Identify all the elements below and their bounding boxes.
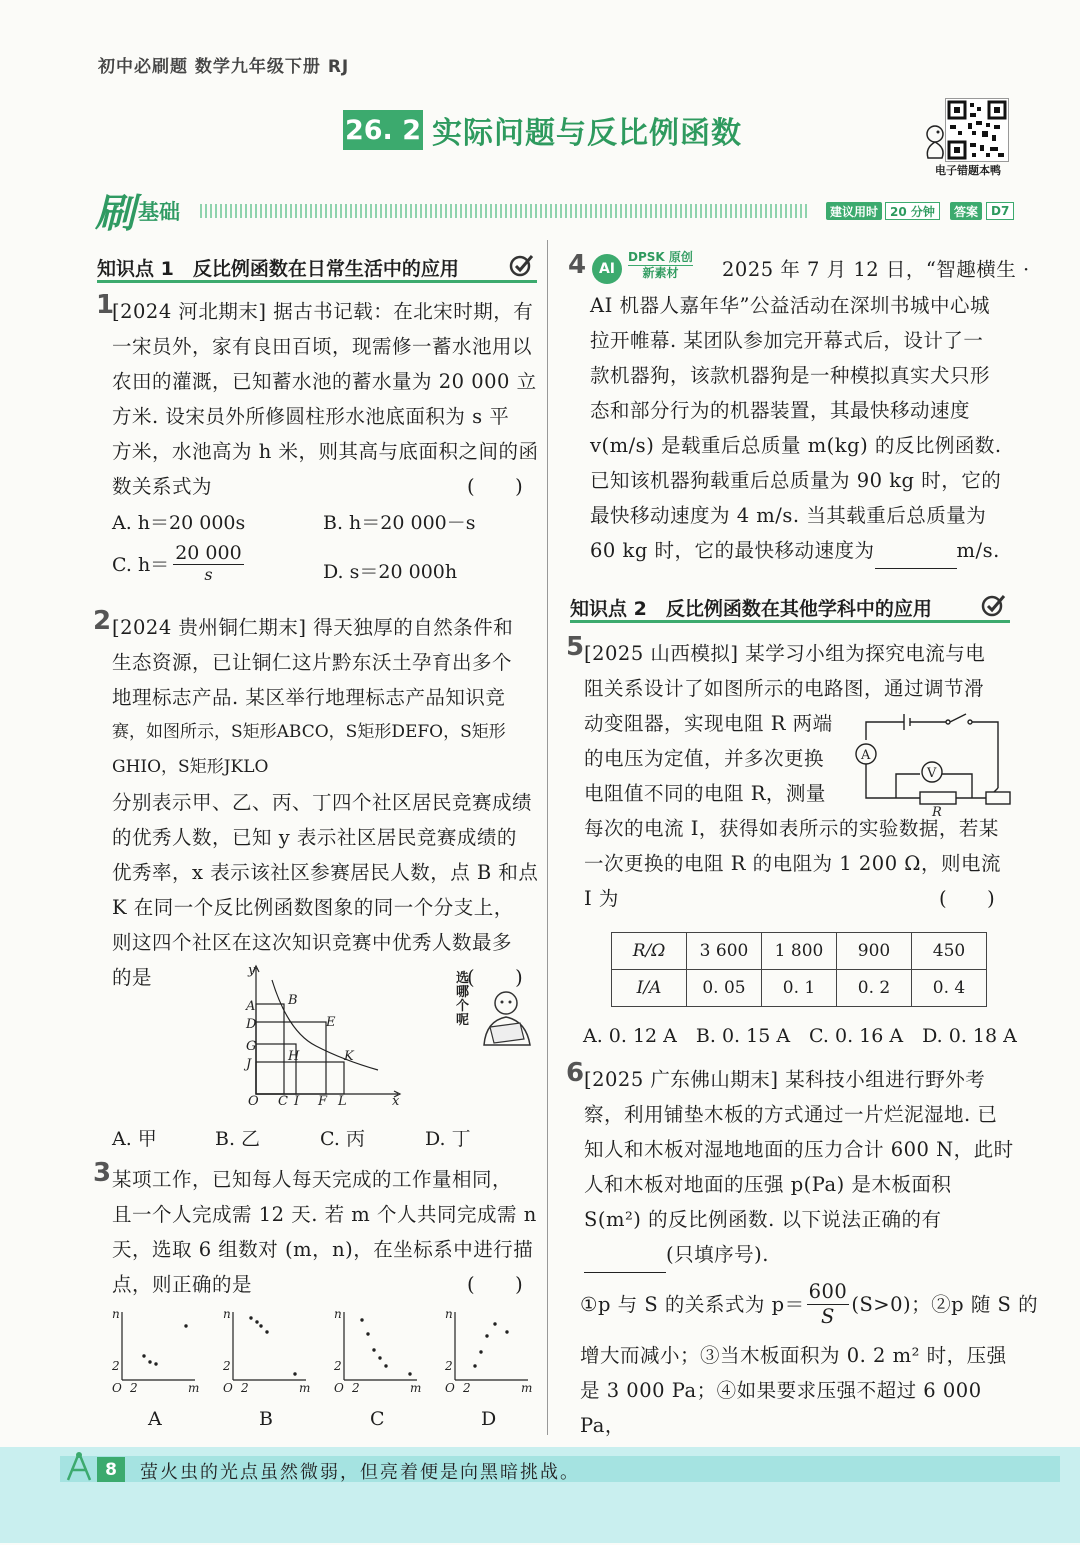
axis-label: m <box>521 1381 533 1395</box>
kp2-underline <box>570 620 1010 623</box>
q4-line: 最快移动速度为 4 m/s. 当其载重后总质量为 <box>590 504 987 527</box>
qr-caption: 电子错题本鸭 <box>935 164 1001 177</box>
question-2 <box>112 610 542 995</box>
q4-unit: m/s. <box>956 539 1000 562</box>
question-number: 6 <box>566 1058 585 1088</box>
table-cell: 450 <box>912 933 987 970</box>
q3-option-a[interactable]: A <box>148 1408 162 1430</box>
answer-paren: ( ) <box>467 966 524 989</box>
axes <box>344 1312 417 1380</box>
scatter-point <box>265 1330 268 1333</box>
q2-option-b[interactable]: B. 乙 <box>215 1128 261 1150</box>
q2-function-graph <box>238 962 408 1107</box>
axis-label: n <box>112 1308 120 1321</box>
answer-blank[interactable] <box>584 1237 666 1273</box>
svg-text:C: C <box>278 1094 288 1107</box>
question-4 <box>590 288 1030 569</box>
q5-line: I 为 <box>584 887 619 910</box>
cartoon-caption: 选哪个呢 <box>456 971 470 1028</box>
ammeter-label: A <box>861 748 871 763</box>
scatter-point <box>360 1318 363 1321</box>
q2-line: 优秀率，x 表示该社区参赛居民人数，点 B 和点 <box>112 861 539 884</box>
q6-line: 是 3 000 Pa；④如果要求压强不超过 6 000 Pa， <box>580 1379 982 1437</box>
q3-graph-b <box>222 1308 310 1395</box>
pen-check-icon <box>508 252 536 282</box>
fraction-numerator: 20 000 <box>175 542 242 564</box>
q4-line: 态和部分行为的机器装置，其最快移动速度 <box>590 399 971 422</box>
table-header-cell: I/A <box>612 970 687 1007</box>
axis-label: O <box>112 1381 122 1395</box>
q6-line: S(m²) 的反比例函数. 以下说法正确的有 <box>584 1208 942 1231</box>
q1-line: 一宋员外，家有良田百顷，现需修一蓄水池用以 <box>112 335 533 358</box>
table-cell: 900 <box>837 933 912 970</box>
scatter-point <box>473 1364 476 1367</box>
q1-option-b[interactable]: B. h＝20 000－s <box>323 512 476 534</box>
svg-text:O: O <box>248 1094 259 1107</box>
resistor-label: R <box>932 805 942 820</box>
q2-line: 则这四个社区在这次知识竞赛中优秀人数最多 <box>112 931 513 954</box>
axis-label: 2 <box>130 1381 138 1395</box>
table-cell: 0. 05 <box>687 970 762 1007</box>
knowledge-point-2-title: 知识点 2 反比例函数在其他学科中的应用 <box>570 598 932 620</box>
q5-line: 一次更换的电阻 R 的电阻为 1 200 Ω，则电流 <box>584 852 1001 875</box>
scatter-point <box>485 1334 488 1337</box>
scatter-point <box>255 1320 258 1323</box>
q2-line: 分别表示甲、乙、丙、丁四个社区居民竞赛成绩 <box>112 791 533 814</box>
fraction-denominator: s <box>204 565 213 584</box>
scatter-point <box>384 1364 387 1367</box>
axis-label: m <box>410 1381 422 1395</box>
scatter-point <box>378 1356 381 1359</box>
axes <box>455 1312 528 1380</box>
table-row <box>612 970 987 1007</box>
axis-label: 2 <box>334 1359 342 1373</box>
svg-text:J: J <box>246 1057 252 1072</box>
scatter-point <box>479 1350 482 1353</box>
q2-line: 的优秀人数，已知 y 表示社区居民竞赛成绩的 <box>112 826 517 849</box>
axis-label: n <box>445 1308 453 1321</box>
original-material-tag <box>628 250 693 281</box>
axis-label: O <box>445 1381 455 1395</box>
q6-statement-line <box>580 1280 1038 1329</box>
svg-text:G: G <box>246 1039 257 1054</box>
question-number: 1 <box>96 290 115 320</box>
q5-line: 阻关系设计了如图所示的电路图，通过调节滑 <box>584 677 985 700</box>
table-cell: 1 800 <box>762 933 837 970</box>
q4-line: 拉开帷幕. 某团队参加完开幕式后，设计了一 <box>590 329 984 352</box>
scatter-point <box>505 1330 508 1333</box>
q2-line: 的是 <box>112 966 153 989</box>
pen-check-icon <box>980 592 1008 622</box>
answer-paren: ( ) <box>939 887 996 910</box>
q5-line: 电阻值不同的电阻 R，测量 <box>584 782 826 805</box>
q6-line: 知人和木板对湿地地面的压力合计 600 N，此时 <box>584 1138 1014 1161</box>
svg-text:E: E <box>326 1015 336 1030</box>
footer-motto: 萤火虫的光点虽然微弱，但亮着便是向黑暗挑战。 <box>140 1462 580 1483</box>
q1-option-d[interactable]: D. s＝20 000h <box>323 561 458 583</box>
q5-line: 动变阻器，实现电阻 R 两端 <box>584 712 833 735</box>
scatter-point <box>154 1362 157 1365</box>
q2-option-d[interactable]: D. 丁 <box>425 1128 471 1150</box>
tag-top: DPSK 原创 <box>628 250 693 264</box>
page-title: 实际问题与反比例函数 <box>432 116 742 151</box>
q1-option-c[interactable] <box>112 542 244 584</box>
svg-text:B: B <box>288 993 298 1008</box>
q3-line: 且一个人完成需 12 天. 若 m 个人共同完成需 n <box>112 1203 537 1226</box>
q2-line: [2024 贵州铜仁期末] 得天独厚的自然条件和 <box>112 616 514 639</box>
q5-line: [2025 山西模拟] 某学习小组为探究电流与电 <box>584 642 986 665</box>
q6-line: 增大而减小；③当木板面积为 0. 2 m² 时，压强 <box>580 1344 1007 1367</box>
column-divider <box>547 240 548 1435</box>
q1-line: 方米. 设宋员外所修圆柱形水池底面积为 s 平 <box>112 405 510 428</box>
table-cell: 3 600 <box>687 933 762 970</box>
q3-graph-c <box>333 1308 421 1395</box>
q2-line: K 在同一个反比例函数图象的同一个分支上， <box>112 896 514 919</box>
answer-page: D7 <box>986 202 1014 220</box>
q5-line: 的电压为定值，并多次更换 <box>584 747 825 770</box>
svg-text:y: y <box>248 963 256 978</box>
axes <box>233 1312 306 1380</box>
q6-line: [2025 广东佛山期末] 某科技小组进行野外考 <box>584 1068 986 1091</box>
circuit-diagram <box>848 710 1013 820</box>
axis-label: m <box>188 1381 200 1395</box>
scatter-point <box>184 1324 187 1327</box>
q1-line: 农田的灌溉，已知蓄水池的蓄水量为 20 000 立 <box>112 370 537 393</box>
axis-label: 2 <box>241 1381 249 1395</box>
q2-line: 生态资源，已让铜仁这片黔东沃土孕育出多个 <box>112 651 513 674</box>
q6-line: 人和木板对地面的压强 p(Pa) 是木板面积 <box>584 1173 952 1196</box>
compass-icon <box>62 1450 96 1484</box>
q3-option-d[interactable]: D <box>481 1408 497 1430</box>
svg-text:x: x <box>392 1094 400 1107</box>
scatter-point <box>408 1372 411 1375</box>
q4-line: 60 kg 时，它的最快移动速度为 <box>590 539 875 562</box>
answer-paren: ( ) <box>467 475 524 498</box>
axis-label: 2 <box>463 1381 471 1395</box>
page-number: 8 <box>97 1457 125 1482</box>
axis-label: m <box>299 1381 311 1395</box>
q1-line: 数关系式为 <box>112 475 213 498</box>
axis-label: O <box>223 1381 233 1395</box>
question-number: 2 <box>93 606 112 636</box>
q3-graph-a <box>111 1308 199 1395</box>
fraction-denominator: S <box>821 1305 835 1328</box>
svg-text:F: F <box>318 1094 328 1107</box>
q1-option-a[interactable]: A. h＝20 000s <box>112 512 246 534</box>
scatter-point <box>493 1322 496 1325</box>
time-value: 20 分钟 <box>885 202 940 220</box>
axis-label: n <box>223 1308 231 1321</box>
decorative-stripe <box>200 204 810 218</box>
svg-text:K: K <box>344 1049 354 1064</box>
svg-text:L: L <box>338 1094 347 1107</box>
answer-blank[interactable] <box>875 533 957 569</box>
book-header: 初中必刷题 数学九年级下册 RJ <box>98 57 350 77</box>
q3-option-b[interactable]: B <box>259 1408 273 1430</box>
tag-bottom: 新素材 <box>642 266 679 280</box>
q4-line: 款机器狗，该款机器狗是一种模拟真实犬只形 <box>590 364 991 387</box>
scatter-point <box>293 1372 296 1375</box>
q3-line: 天，选取 6 组数对 (m，n)，在坐标系中进行描 <box>112 1238 534 1261</box>
table-header-cell: R/Ω <box>612 933 687 970</box>
knowledge-point-1-title: 知识点 1 反比例函数在日常生活中的应用 <box>97 258 459 280</box>
axis-label: 2 <box>352 1381 360 1395</box>
q2-option-a[interactable]: A. 甲 <box>112 1128 157 1150</box>
axis-label: O <box>334 1381 344 1395</box>
question-1 <box>112 294 542 504</box>
scatter-point <box>259 1324 262 1327</box>
q6-statement-suffix: (S>0)；②p 随 S 的 <box>851 1293 1039 1316</box>
scatter-point <box>372 1348 375 1351</box>
svg-text:H: H <box>288 1049 300 1064</box>
scatter-point <box>249 1316 252 1319</box>
section-number-badge: 26. 2 <box>343 110 423 150</box>
axis-label: 2 <box>112 1359 120 1373</box>
kp1-underline <box>97 280 537 283</box>
svg-text:I: I <box>294 1094 300 1107</box>
scatter-point <box>148 1360 151 1363</box>
q1-line: 方米，水池高为 h 米，则其高与底面积之间的函 <box>112 440 539 463</box>
q4-line: 已知该机器狗载重后总质量为 90 kg 时，它的 <box>590 469 1002 492</box>
duck-mascot-icon <box>922 122 948 166</box>
qr-code-icon[interactable] <box>945 98 1009 162</box>
q3-graph-d <box>444 1308 532 1395</box>
q2-option-c[interactable]: C. 丙 <box>320 1128 365 1150</box>
question-number: 4 <box>568 250 587 280</box>
q4-line: v(m/s) 是载重后总质量 m(kg) 的反比例函数. <box>590 434 1002 457</box>
section-brush-glyph: 刷 <box>95 191 135 237</box>
scatter-point <box>142 1354 145 1357</box>
q3-line: 点，则正确的是 <box>112 1273 253 1296</box>
q4-line: 2025 年 7 月 12 日，“智趣横生 · <box>722 258 1030 281</box>
q5-data-table <box>611 932 987 1007</box>
table-row <box>612 933 987 970</box>
q3-option-c[interactable]: C <box>370 1408 385 1430</box>
axis-label: 2 <box>445 1359 453 1373</box>
ai-tag-icon: AI <box>592 254 622 284</box>
q6-statement-prefix: ①p 与 S 的关系式为 p＝ <box>580 1293 805 1316</box>
question-3 <box>112 1162 542 1302</box>
q1-option-c-prefix: C. h＝ <box>112 553 170 576</box>
question-number: 5 <box>566 632 585 662</box>
q5-options[interactable]: A. 0. 12 A B. 0. 15 A C. 0. 16 A D. 0. 18 A <box>583 1025 1017 1047</box>
q3-line: 某项工作，已知每人每天完成的工作量相同， <box>112 1168 513 1191</box>
axis-label: n <box>334 1308 342 1321</box>
q6-line: 察，利用铺垫木板的方式通过一片烂泥湿地. 已 <box>584 1103 998 1126</box>
table-cell: 0. 1 <box>762 970 837 1007</box>
voltmeter-label: V <box>927 766 937 781</box>
axis-label: 2 <box>223 1359 231 1373</box>
question-number: 3 <box>93 1158 112 1188</box>
answer-paren: ( ) <box>467 1273 524 1296</box>
q4-line: AI 机器人嘉年华”公益活动在深圳书城中心城 <box>590 294 990 317</box>
answer-label: 答案 <box>950 202 982 220</box>
axes <box>122 1312 195 1380</box>
svg-text:A: A <box>246 999 256 1014</box>
q3-scatter-graphs <box>110 1308 540 1398</box>
table-cell: 0. 4 <box>912 970 987 1007</box>
time-label: 建议用时 <box>826 202 882 220</box>
q1-line: [2024 河北期末] 据古书记载：在北宋时期，有 <box>112 300 534 323</box>
q2-line: 地理标志产品. 某区举行地理标志产品知识竞 <box>112 686 506 709</box>
q2-line: 赛，如图所示，S矩形ABCO，S矩形DEFO，S矩形GHIO，S矩形JKLO <box>112 722 506 777</box>
question-6 <box>584 1062 1014 1273</box>
table-cell: 0. 2 <box>837 970 912 1007</box>
scatter-point <box>366 1332 369 1335</box>
q6-line: (只填序号). <box>666 1243 769 1266</box>
fraction-numerator: 600 <box>808 1280 848 1303</box>
thinking-student-icon <box>476 985 536 1055</box>
svg-text:D: D <box>246 1017 257 1032</box>
q5-line: 每次的电流 I，获得如表所示的实验数据，若某 <box>584 817 999 840</box>
section-label: 基础 <box>138 200 180 224</box>
